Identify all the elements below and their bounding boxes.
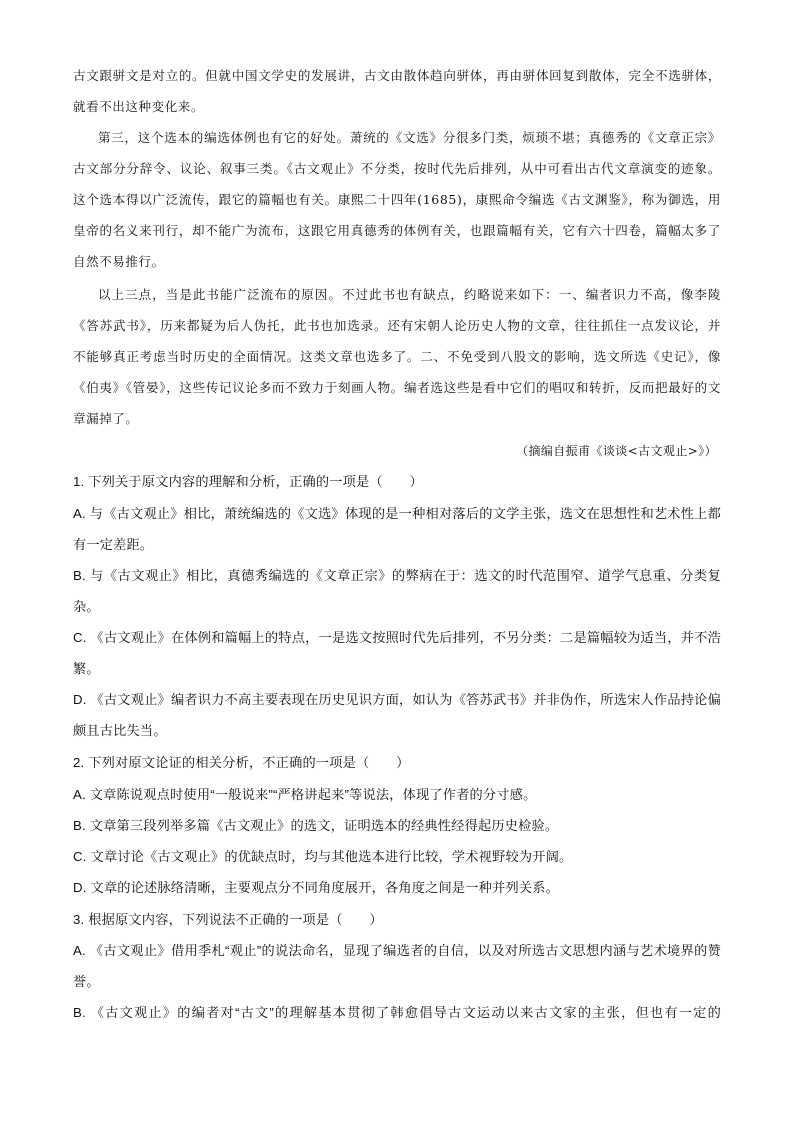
question-1-stem: 1. 下列关于原文内容的理解和分析，正确的一项是（ ） [73,474,423,489]
question-2-option-a: A. 文章陈说观点时使用“一般说来”“严格讲起来”等说法，体现了作者的分寸感。 [73,787,537,802]
question-2-option-b: B. 文章第三段列举多篇《古文观止》的选文，证明选本的经典性经得起历史检验。 [73,818,559,833]
question-3-option-b: B. 《古文观止》的编者对“古文”的理解基本贯彻了韩愈倡导古文运动以来古文家的主张，但也有一定的 [73,1005,721,1020]
question-2-option-d: D. 文章的论述脉络清晰，主要观点分不同角度展开，各角度之间是一种并列关系。 [73,880,560,895]
passage-paragraph-continued: 古文跟骈文是对立的。但就中国文学史的发展讲，古文由散体趋向骈体，再由骈体回复到散体，完全不选骈体，就看不出这种变化来。 [73,68,721,114]
question-3-option-a: A. 《古文观止》借用季札“观止”的说法命名，显现了编选者的自信，以及对所选古文思想内涵与艺术境界的赞誉。 [73,943,721,989]
question-2-stem: 2. 下列对原文论证的相关分析，不正确的一项是（ ） [73,755,410,770]
question-1-option-d: D. 《古文观止》编者识力不高主要表现在历史见识方面，如认为《答苏武书》并非伪作，所选宋人作品持论偏颇且古比失当。 [73,692,721,738]
passage-paragraph-summary: 以上三点，当是此书能广泛流布的原因。不过此书也有缺点，约略说来如下：一、编者识力不高，像李陵《答苏武书》，历来都疑为后人伪托，此书也加选录。还有宋朝人论历史人物的文章，往往抓住一点发议论，并不能够真正考虑当时历史的全面情况。这类文章也选多了。二、不免受到八股文的影响，选文所选《史记》，像《伯夷》《管晏》，这些传记议论多而不致力于刻画人物。编者选这些是看中它们的唱叹和转折，反而把最好的文章漏掉了。 [73,287,721,426]
question-1-option-b: B. 与《古文观止》相比，真德秀编选的《文章正宗》的弊病在于：选文的时代范围窄、道学气息重、分类复杂。 [73,568,721,614]
question-2-option-c: C. 文章讨论《古文观止》的优缺点时，均与其他选本进行比较，学术视野较为开阔。 [73,849,573,864]
question-3-stem: 3. 根据原文内容，下列说法不正确的一项是（ ） [73,912,383,927]
passage-paragraph-third: 第三，这个选本的编选体例也有它的好处。萧统的《文选》分很多门类，烦琐不堪；真德秀的《文章正宗》古文部分分辞令、议论、叙事三类。《古文观止》不分类，按时代先后排列，从中可看出古代文章演变的迹象。这个选本得以广泛流传，跟它的篇幅也有关。康熙二十四年(1685)，康熙命令编选《古文渊鉴》，称为御选，用皇帝的名义来刊行，却不能广为流布，这跟它用真德秀的体例有关，也跟篇幅有关，它有六十四卷，篇幅太多了自然不易推行。 [73,130,721,269]
question-1-option-a: A. 与《古文观止》相比，萧统编选的《文选》体现的是一种相对落后的文学主张，选文在思想性和艺术性上都有一定差距。 [73,506,721,552]
passage-source: （摘编自振甫《谈谈<古文观止>》） [516,444,717,458]
question-1-option-c: C. 《古文观止》在体例和篇幅上的特点，一是选文按照时代先后排列，不另分类：二是篇幅较为适当，并不浩繁。 [73,630,721,676]
